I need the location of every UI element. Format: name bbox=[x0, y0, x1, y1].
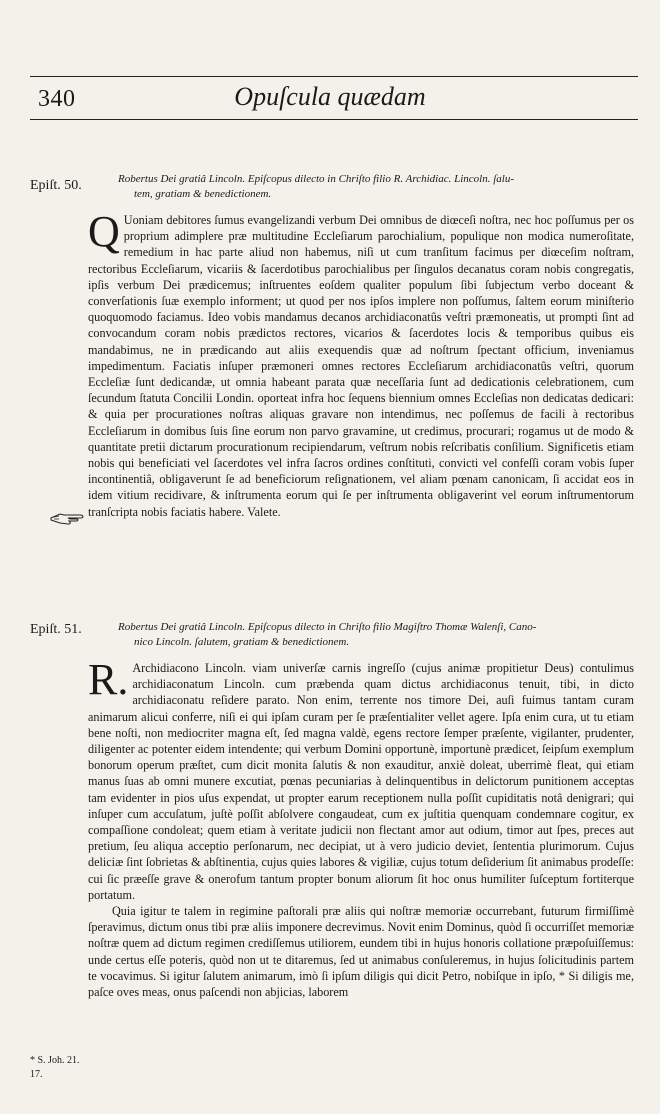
letter-heading-51-line2: nico Lincoln. ſalutem, gratiam & benedictionem. bbox=[134, 636, 350, 648]
page-number: 340 bbox=[38, 86, 76, 112]
footnote-line1: * S. Joh. 21. bbox=[30, 1055, 80, 1066]
header-bottom-rule bbox=[30, 119, 638, 120]
running-head: Opuſcula quædam bbox=[234, 82, 426, 111]
letter-heading-51-line1: Robertus Dei gratiâ Lincoln. Epiſcopus dilecto in Chriſto filio Magiſtro Thomæ Walenſi, Cano- bbox=[118, 621, 537, 633]
letter-heading-50 bbox=[118, 172, 636, 202]
footnote bbox=[30, 1054, 90, 1082]
drop-cap-r: R. bbox=[88, 655, 129, 704]
drop-cap-q: Q bbox=[88, 207, 120, 256]
letter-heading-51 bbox=[118, 620, 636, 650]
letter-heading-50-line2: tem, gratiam & benedictionem. bbox=[134, 188, 272, 200]
footnote-line2: 17. bbox=[30, 1069, 43, 1080]
letter-body-51 bbox=[88, 655, 634, 1000]
letter-label-51: Epiſt. 51. bbox=[30, 622, 82, 637]
letter-body-50 bbox=[88, 207, 634, 520]
letter-label-50: Epiſt. 50. bbox=[30, 178, 82, 193]
letter-heading-50-line1: Robertus Dei gratiâ Lincoln. Epiſcopus dilecto in Chriſto filio R. Archidiac. Lincoln. ſalu- bbox=[118, 173, 514, 185]
letter-51-paragraph-2: Quia igitur te talem in regimine paſtorali præ aliis qui noſtræ memoriæ occurrebant, futurum firmiſſimè ſperavimus, dictum onus tibi præ aliis imponere decrevimus. Novit enim Dominus, quòd ſi occurriſſet memoriæ noſtræ quem ad dictum regimen crediſſemus utiliorem, eundem tibi in hujus honoris collatione præpoſuiſſemus: unde certus eſſe poteris, quòd non ut te ditaremus, ſed ut animabus conſuleremus, in hujus ſolicitudinis partem te vocavimus. Si igitur ſalutem animarum, imò ſi ipſum diligis qui dicit Petro, nobiſque in ipſo, * Si diligis me, paſce oves meas, onus paſcendi non abjicias, laborem bbox=[88, 904, 634, 1000]
header-top-rule bbox=[30, 76, 638, 77]
letter-51-paragraph-1-text: Archidiacono Lincoln. viam univerſæ carnis ingreſſo (cujus animæ propitietur Deus) contulimus archidiaconatum Lincoln. cum præbenda quam dictus archidiaconus tenuit, tibi, in dicto archidiaconatu reſidere parato. Non enim, terrente nos timore Dei, auſi fuimus tantam curam animarum alicui conferre, niſi ei qui ipſam curam per ſe præſentialiter vellet agere. Ipſa enim cura, ut tu etiam bene noſti, non mediocriter magna eſt, ſed magna valdè, egens rectore ſemper præſente, vigilanter, prudenter, diligenter ac potenter eidem intendente; qui verbum Domini opportunè, importunè prædicet, ſeipſum exemplum bonorum operum præſtet, cum dicit monita ſalutis & non exauditur, anxiè doleat, uberrimè fleat, qui etiam manus ſuas ab omni munere excutiat, pœnas pecuniarias à delinquentibus in delictorum punitionem acceptas tam evidenter in pios uſus expendat, ut propter earum receptionem nulla poſſit cupiditatis notâ denigrari; qui inſuper cum accuſatum, juſtè poſſit abſolvere congaudeat, cum ex juſtitia quenquam condemnare cogitur, ex compaſſione condoleat; quem etiam à veritate judicii non flectant amor aut odium, timor aut ſpes, preces aut pretium, ſeu aliqua acceptio perſonarum, nec decipiat, ut à vero judicio deviet, ſententia plurimorum. Cujus deliciæ ſint ſobrietas & abſtinentia, cujus quies labores & vigiliæ, cujus totum deſiderium ſit animabus prodeſſe: cui ſic præeſſe grave & onerofum tantum propter bonum aliorum ſit hoc onus humiliter ſuſceptum fortiterque portatum. bbox=[88, 661, 634, 902]
letter-51-paragraph-1 bbox=[88, 655, 634, 903]
pointing-hand-icon bbox=[50, 510, 84, 526]
letter-50-paragraph-text: Uoniam debitores ſumus evangelizandi verbum Dei omnibus de diœceſi noſtra, nec hoc poſſumus per os proprium adimplere præ multitudine Eccleſiarum parochialium, populique non modica numeroſitate, remedium in hac parte aliud non habemus, niſi ut cum tranſitum facimus per diœceſim noſtram, rectoribus Eccleſiarum, vicariis & ſacerdotibus parochialibus per ſingulos decanatus coram nobis congregatis, ipſis verbum Dei prædicemus; inſtruentes eoſdem qualiter populum ſibi ſubjectum verbo doceant & converſationis ſuæ exemplo informent; ut quod per nos ipſos implere non poſſumus, ſaltem eorum miniſterio quoquomodo faciamus. Ideo vobis mandamus decanos archidiaconatûs veſtri præmoneatis, ut prompti ſint ad convocandum coram nobis prædictos rectores, vicarios & ſacerdotes locis & temporibus quibus eis mandabimus, ne in prædicando aut aliis exequendis quæ ad noſtrum ſpectant officium, inveniamus impedimentum. Faciatis inſuper præmoneri omnes rectores Eccleſiarum archidiaconatûs veſtri, quorum Eccleſiæ ſunt dedicandæ, ut omnia habeant parata quæ neceſſaria ſunt ad dedicationis celebrationem, cum ſecundum ſtatuta Concilii Londin. oporteat infra hoc ſequens biennium omnes Eccleſias non dedicatas dedicari: & quia per procurationes noſtras aliquas gravare non intendimus, nec poſſemus de facili à rectoribus Eccleſiarum in domibus ſuis ſine eorum non parvo gravamine, ut credimus, procurari; rogamus ut de modo & quantitate pretii dictarum procurationum recipiendarum, veſtrum nobis reſcribatis conſilium. Significetis etiam nobis qui beneficiati vel ſacerdotes vel infra ſacros ordines conſtituti, convicti vel confeſſi coram vobis ſuper incontinentiâ, obligaverunt ſe ad beneficiorum reſignationem, vel aliam pœnam canonicam, ſi accidat eos in idem vitium recidivare, & inſtrumenta eorum qui ſe per inſtrumenta obligaverint vel eorum inſtrumentorum tranſcripta nobis faciatis habere. Valete. bbox=[88, 213, 634, 519]
letter-50-paragraph bbox=[88, 207, 634, 520]
